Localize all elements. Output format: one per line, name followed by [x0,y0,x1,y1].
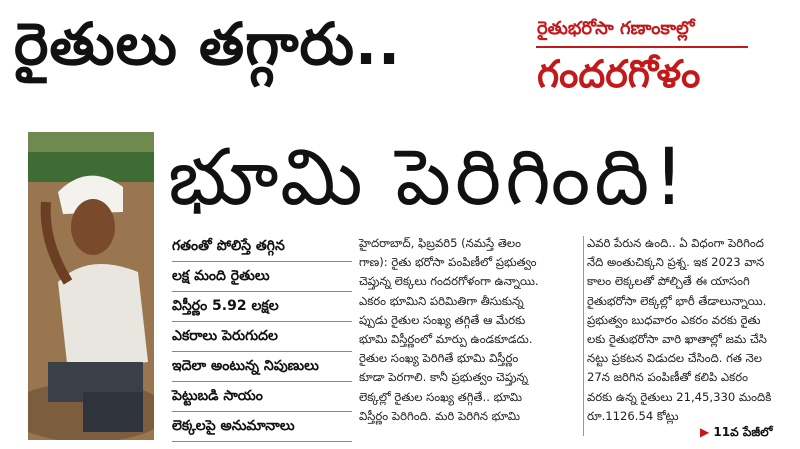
article-line: నట్టు ప్రకటన విడుదల చేసింది. గత నెల [587,351,762,366]
article-line: వరకు ఉన్న రైతులు 21,45,330 మందికి [587,389,772,404]
article-line: ప్రభుత్వం బుధవారం ఎకరం వరకు రైతు [587,312,761,327]
kicker-rule [536,46,748,48]
headline: రైతులు తగ్గారు.. [14,10,402,78]
column-divider [583,236,584,436]
subhead: భూమి పెరిగింది! [168,133,689,223]
article-line: కాలం లెక్కలతో పోల్చితే ఈ యాసంగి [587,274,750,289]
highlight-item: గతంతో పోలిస్తే తగ్గిన [172,232,352,262]
kicker: రైతుభరోసా గణాంకాల్లో [537,18,695,39]
article-column-1 [359,234,581,426]
farmer-illustration [28,132,154,440]
continued-label: 11వ పేజీలో [713,425,773,439]
highlight-item: ఎకరాలు పెరుగుదల [172,322,352,352]
highlight-item: పెట్టుబడి సాయం [172,382,352,412]
article-line: లెక్కల్లో రైతుల సంఖ్య తగ్గితే.. భూమి [359,389,522,404]
article-line: ఎకరం భూమిని పరిమితిగా తీసుకున్న [359,293,524,308]
article-line: నేది అంతుచిక్కని ప్రశ్న. ఇక 2023 వాన [587,255,765,270]
article-line: రైతుభరోసా లెక్కల్లో భారీ తేడాలున్నాయి. [587,293,767,308]
highlight-item: లెక్కలపై అనుమానాలు [172,412,352,442]
article-line: రూ.1126.54 కోట్లు [587,408,679,423]
highlight-item: లక్ష మంది రైతులు [172,262,352,292]
badge: గందరగోళం [537,52,701,96]
article-line: ఎవరి పేరున ఉంది.. ఏ విధంగా పెరిగింద [587,236,764,250]
continued-link[interactable] [700,425,772,442]
article-line: గాణ): రైతు భరోసా పంపిణీలో ప్రభుత్వం [359,255,537,270]
article-line: హైదరాబాద్, ఫిబ్రవరి5 (నమస్తే తెలం [359,236,521,250]
article-line: చెప్తున్న లెక్కలు గందరగోళంగా ఉన్నాయి. [359,274,539,289]
article-line: లకు రైతుభరోసా వారి ఖాతాల్లో జమ చేసి [587,332,767,347]
triangle-pointer-icon: ▶ [700,425,710,439]
article-column-2 [587,234,787,426]
article-line: కూడా పెరగాలి. కానీ ప్రభుత్వం చెప్తున్న [359,370,528,385]
farmer-photo [28,132,154,440]
article-line: 27న జరిగిన పంపిణీతో కలిపి ఎకరం [587,370,748,385]
article-line: విస్తీర్ణం పెరిగింది. మరి పెరిగిన భూమి [359,408,521,423]
highlights-list [172,232,352,442]
highlight-item: ఇదెలా అంటున్న నిపుణులు [172,352,352,382]
highlight-item: విస్తీర్ణం 5.92 లక్షల [172,292,352,322]
article-line: రైతుల సంఖ్య పెరిగితే భూమి విస్తీర్ణం [359,351,519,366]
article-line: భూమి విస్తీర్ణంలో మార్పు ఉండకూడదు. [359,332,533,347]
article-line: ప్పుడు రైతుల సంఖ్య తగ్గితే ఆ మేరకు [359,312,526,327]
